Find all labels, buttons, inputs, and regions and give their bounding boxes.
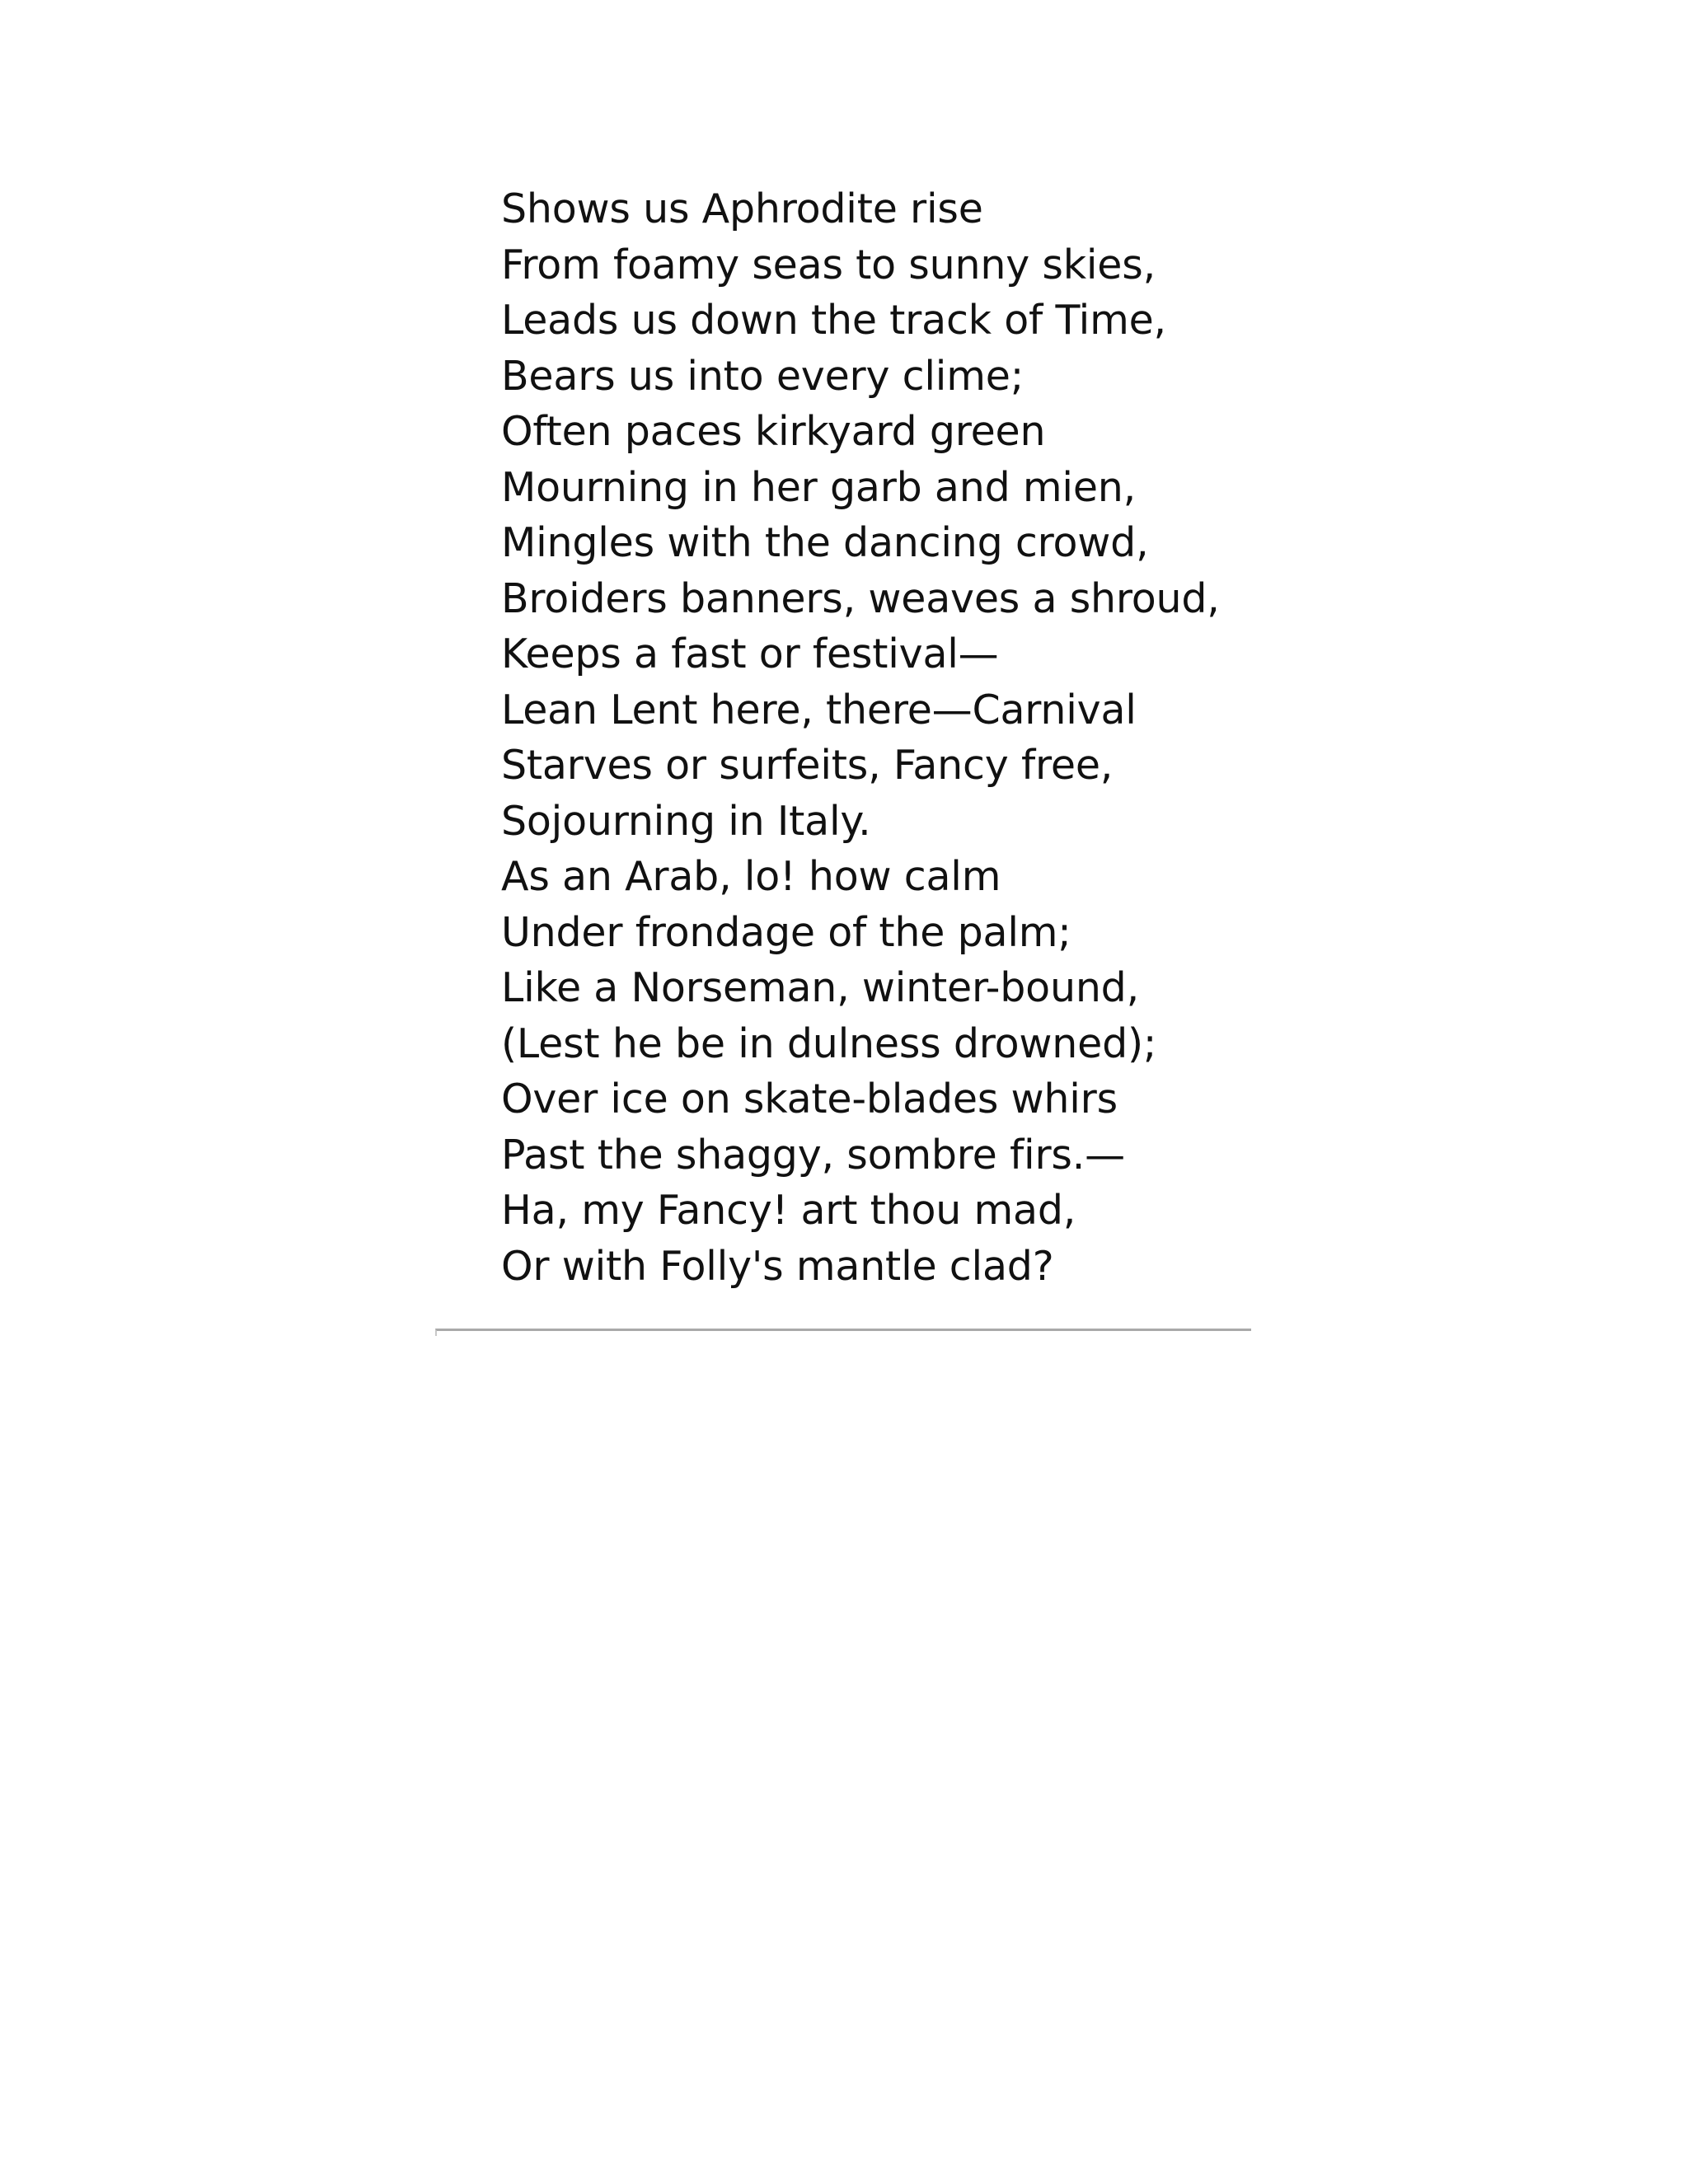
poem-line: Sojourning in Italy. [501, 797, 871, 845]
poem-line: Shows us Aphrodite rise [501, 185, 983, 232]
poem-line: Broiders banners, weaves a shroud, [501, 574, 1220, 622]
poem-line: Keeps a fast or festival— [501, 630, 999, 677]
poem-line: Often paces kirkyard green [501, 408, 1046, 455]
poem-line: Mingles with the dancing crowd, [501, 519, 1149, 566]
poem-line: Bears us into every clime; [501, 352, 1025, 400]
poem-line: (Lest he be in dulness drowned); [501, 1019, 1157, 1067]
poem-line: Lean Lent here, there—Carnival [501, 686, 1137, 733]
poem-line: Like a Norseman, winter-bound, [501, 964, 1139, 1011]
poem-stanza [501, 181, 1325, 1294]
horizontal-rule [435, 1329, 1251, 1336]
poem-line: As an Arab, lo! how calm [501, 853, 1001, 900]
poem-line: Or with Folly's mantle clad? [501, 1242, 1054, 1290]
poem-line: Over ice on skate-blades whirs [501, 1076, 1118, 1122]
poem-line: Leads us down the track of Time, [501, 297, 1166, 344]
poem-line: Mourning in her garb and mien, [501, 463, 1137, 511]
poem-line: Starves or surfeits, Fancy free, [501, 742, 1114, 789]
poem-line: From foamy seas to sunny skies, [501, 241, 1156, 288]
poem-line: Ha, my Fancy! art thou mad, [501, 1187, 1076, 1234]
poem-line: Past the shaggy, sombre firs.— [501, 1131, 1125, 1179]
poem-line: Under frondage of the palm; [501, 908, 1071, 956]
